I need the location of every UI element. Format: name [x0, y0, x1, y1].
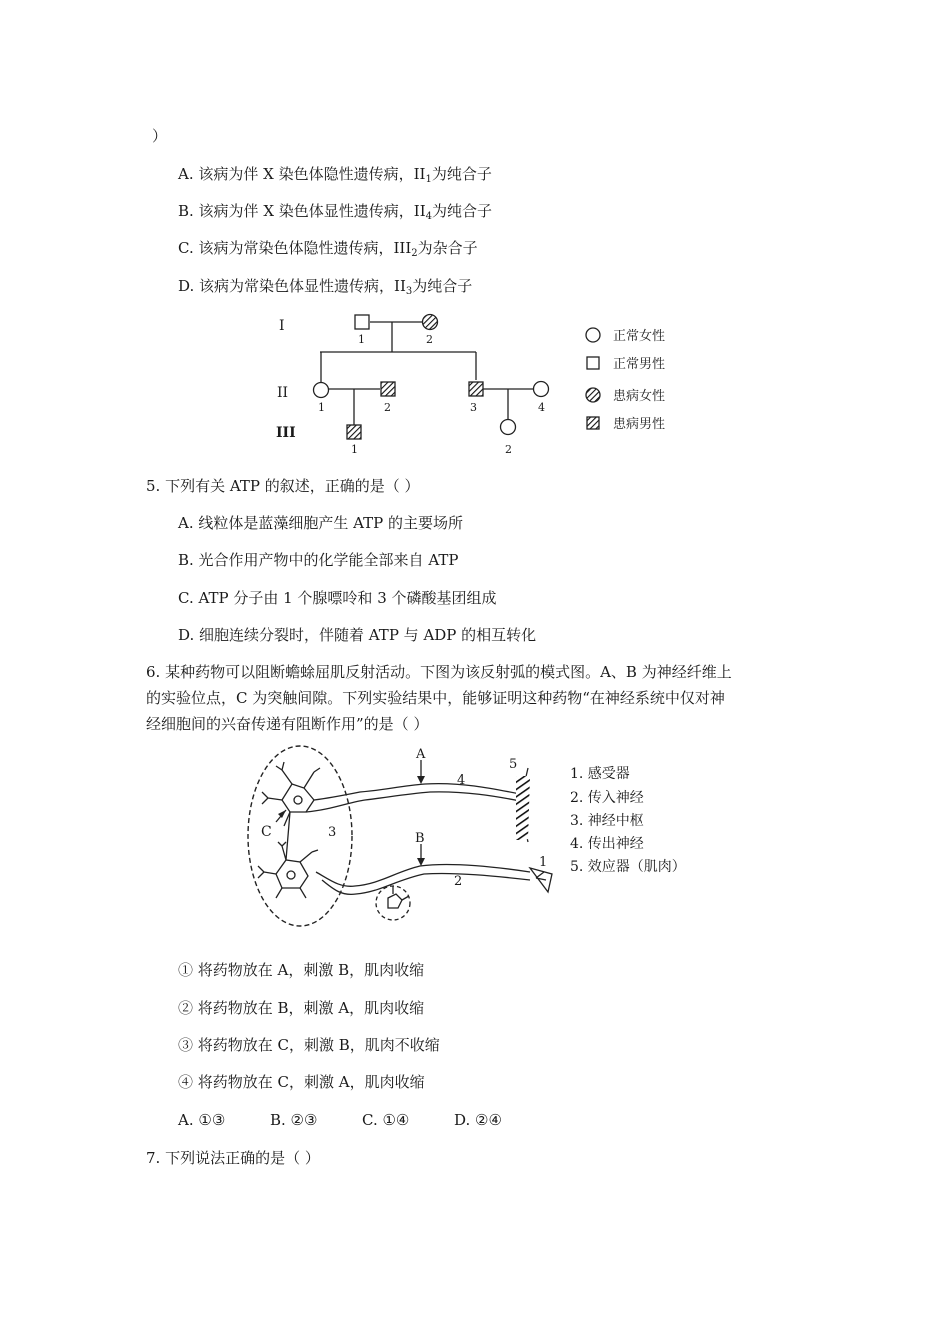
num-ii4: 4 [538, 401, 545, 414]
receptor-shape [530, 868, 552, 892]
num-i2: 2 [426, 333, 433, 346]
ii2-affected-male [381, 382, 395, 396]
q4-option-c: C. 该病为常染色体隐性遗传病，$III_2$为杂合子 [178, 239, 478, 259]
q5-stem: 5. 下列有关 ATP 的叙述，正确的是（ ） [146, 477, 420, 495]
label-c: C [261, 824, 272, 840]
q6-statement-1: ① 将药物放在 A，刺激 B，肌肉收缩 [178, 961, 425, 979]
q6-stem-line-3: 经细胞间的兴奋传递有阻断作用”的是（ ） [146, 715, 429, 733]
q6-statement-4: ④ 将药物放在 C，刺激 A，肌肉收缩 [178, 1073, 425, 1091]
q6-stem-line-1: 6. 某种药物可以阻断蟾蜍屈肌反射活动。下图为该反射弧的模式图。A、B 为神经纤维上 [146, 663, 732, 681]
i1-normal-male [355, 315, 369, 329]
q4-option-a: A. 该病为伴 X 染色体隐性遗传病，$II_1$为纯合子 [178, 165, 492, 185]
upper-neuron-body [282, 784, 314, 812]
q6-answer-c: C. ①④ [362, 1111, 410, 1129]
iii1-affected-male [347, 425, 361, 439]
reflex-arc-diagram [0, 740, 950, 940]
legend-normal-male-icon [587, 357, 599, 369]
lower-neuron-nucleus [287, 871, 295, 879]
legend-efferent: 4. 传出神经 [570, 836, 644, 852]
b-arrowhead [417, 858, 425, 866]
num-iii2: 2 [505, 443, 512, 456]
q4-option-b: B. 该病为伴 X 染色体显性遗传病，$II_4$为纯合子 [178, 202, 493, 222]
lower-neuron-body [276, 860, 308, 888]
legend-effector: 5. 效应器（肌肉） [570, 859, 686, 875]
upper-neuron-dendrites [262, 762, 320, 826]
legend-affected-male-icon [587, 417, 599, 429]
q6-statement-2: ② 将药物放在 B，刺激 A，肌肉收缩 [178, 999, 425, 1017]
legend-normal-female-icon [586, 328, 600, 342]
q4-option-d: D. 该病为常染色体显性遗传病，$II_3$为纯合子 [178, 277, 473, 297]
i2-affected-female [423, 315, 438, 330]
q5-option-d: D. 细胞连续分裂时，伴随着 ATP 与 ADP 的相互转化 [178, 626, 537, 644]
c-arrowhead [278, 810, 286, 818]
q6-answer-options [178, 1110, 502, 1130]
label-1: 1 [539, 855, 548, 870]
num-ii1: 1 [318, 401, 325, 414]
label-4: 4 [457, 773, 466, 788]
gen-label-i: I [279, 318, 285, 334]
q5-option-b: B. 光合作用产物中的化学能全部来自 ATP [178, 551, 459, 569]
q5-option-a: A. 线粒体是蓝藻细胞产生 ATP 的主要场所 [178, 514, 464, 532]
legend-affected-female-label: 患病女性 [613, 389, 666, 404]
q7-stem: 7. 下列说法正确的是（ ） [146, 1149, 320, 1167]
gen-label-ii: II [277, 385, 289, 401]
label-b: B [415, 831, 425, 846]
continued-paren: ） [152, 127, 168, 145]
ii1-normal-female [314, 383, 329, 398]
pedigree-chart [0, 0, 950, 470]
num-iii1: 1 [351, 443, 358, 456]
q5-option-c: C. ATP 分子由 1 个腺嘌呤和 3 个磷酸基团组成 [178, 589, 497, 607]
legend-center: 3. 神经中枢 [570, 813, 644, 829]
q6-answer-d: D. ②④ [454, 1111, 502, 1129]
efferent-axon-bottom [306, 792, 520, 812]
q6-statement-3: ③ 将药物放在 C，刺激 B，肌肉不收缩 [178, 1036, 440, 1054]
legend-receptor: 1. 感受器 [570, 766, 630, 782]
ganglion-cell [388, 894, 402, 908]
label-5: 5 [509, 757, 518, 772]
num-i1: 1 [358, 333, 365, 346]
gen-label-iii: III [276, 425, 296, 441]
upper-neuron-nucleus [294, 796, 302, 804]
legend-affected-male-label: 患病男性 [613, 417, 666, 432]
muscle-fibers [516, 776, 530, 840]
num-ii2: 2 [384, 401, 391, 414]
q6-stem-line-2: 的实验位点，C 为突触间隙。下列实验结果中，能够证明这种药物“在神经系统中仅对神 [146, 689, 725, 707]
legend-afferent: 2. 传入神经 [570, 790, 644, 806]
legend-affected-female-icon [586, 388, 600, 402]
iii2-normal-female [501, 420, 516, 435]
legend-normal-male-label: 正常男性 [613, 357, 666, 372]
label-2: 2 [454, 874, 463, 889]
label-a: A [416, 747, 426, 762]
q6-answer-a: A. ①③ [178, 1111, 226, 1129]
ii3-affected-male [469, 382, 483, 396]
afferent-axon-bottom [322, 873, 530, 894]
a-arrowhead [417, 776, 425, 784]
legend-normal-female-label: 正常女性 [613, 329, 666, 344]
label-3: 3 [328, 825, 337, 840]
q6-answer-b: B. ②③ [270, 1111, 318, 1129]
ii4-normal-female [534, 382, 549, 397]
num-ii3: 3 [470, 401, 477, 414]
